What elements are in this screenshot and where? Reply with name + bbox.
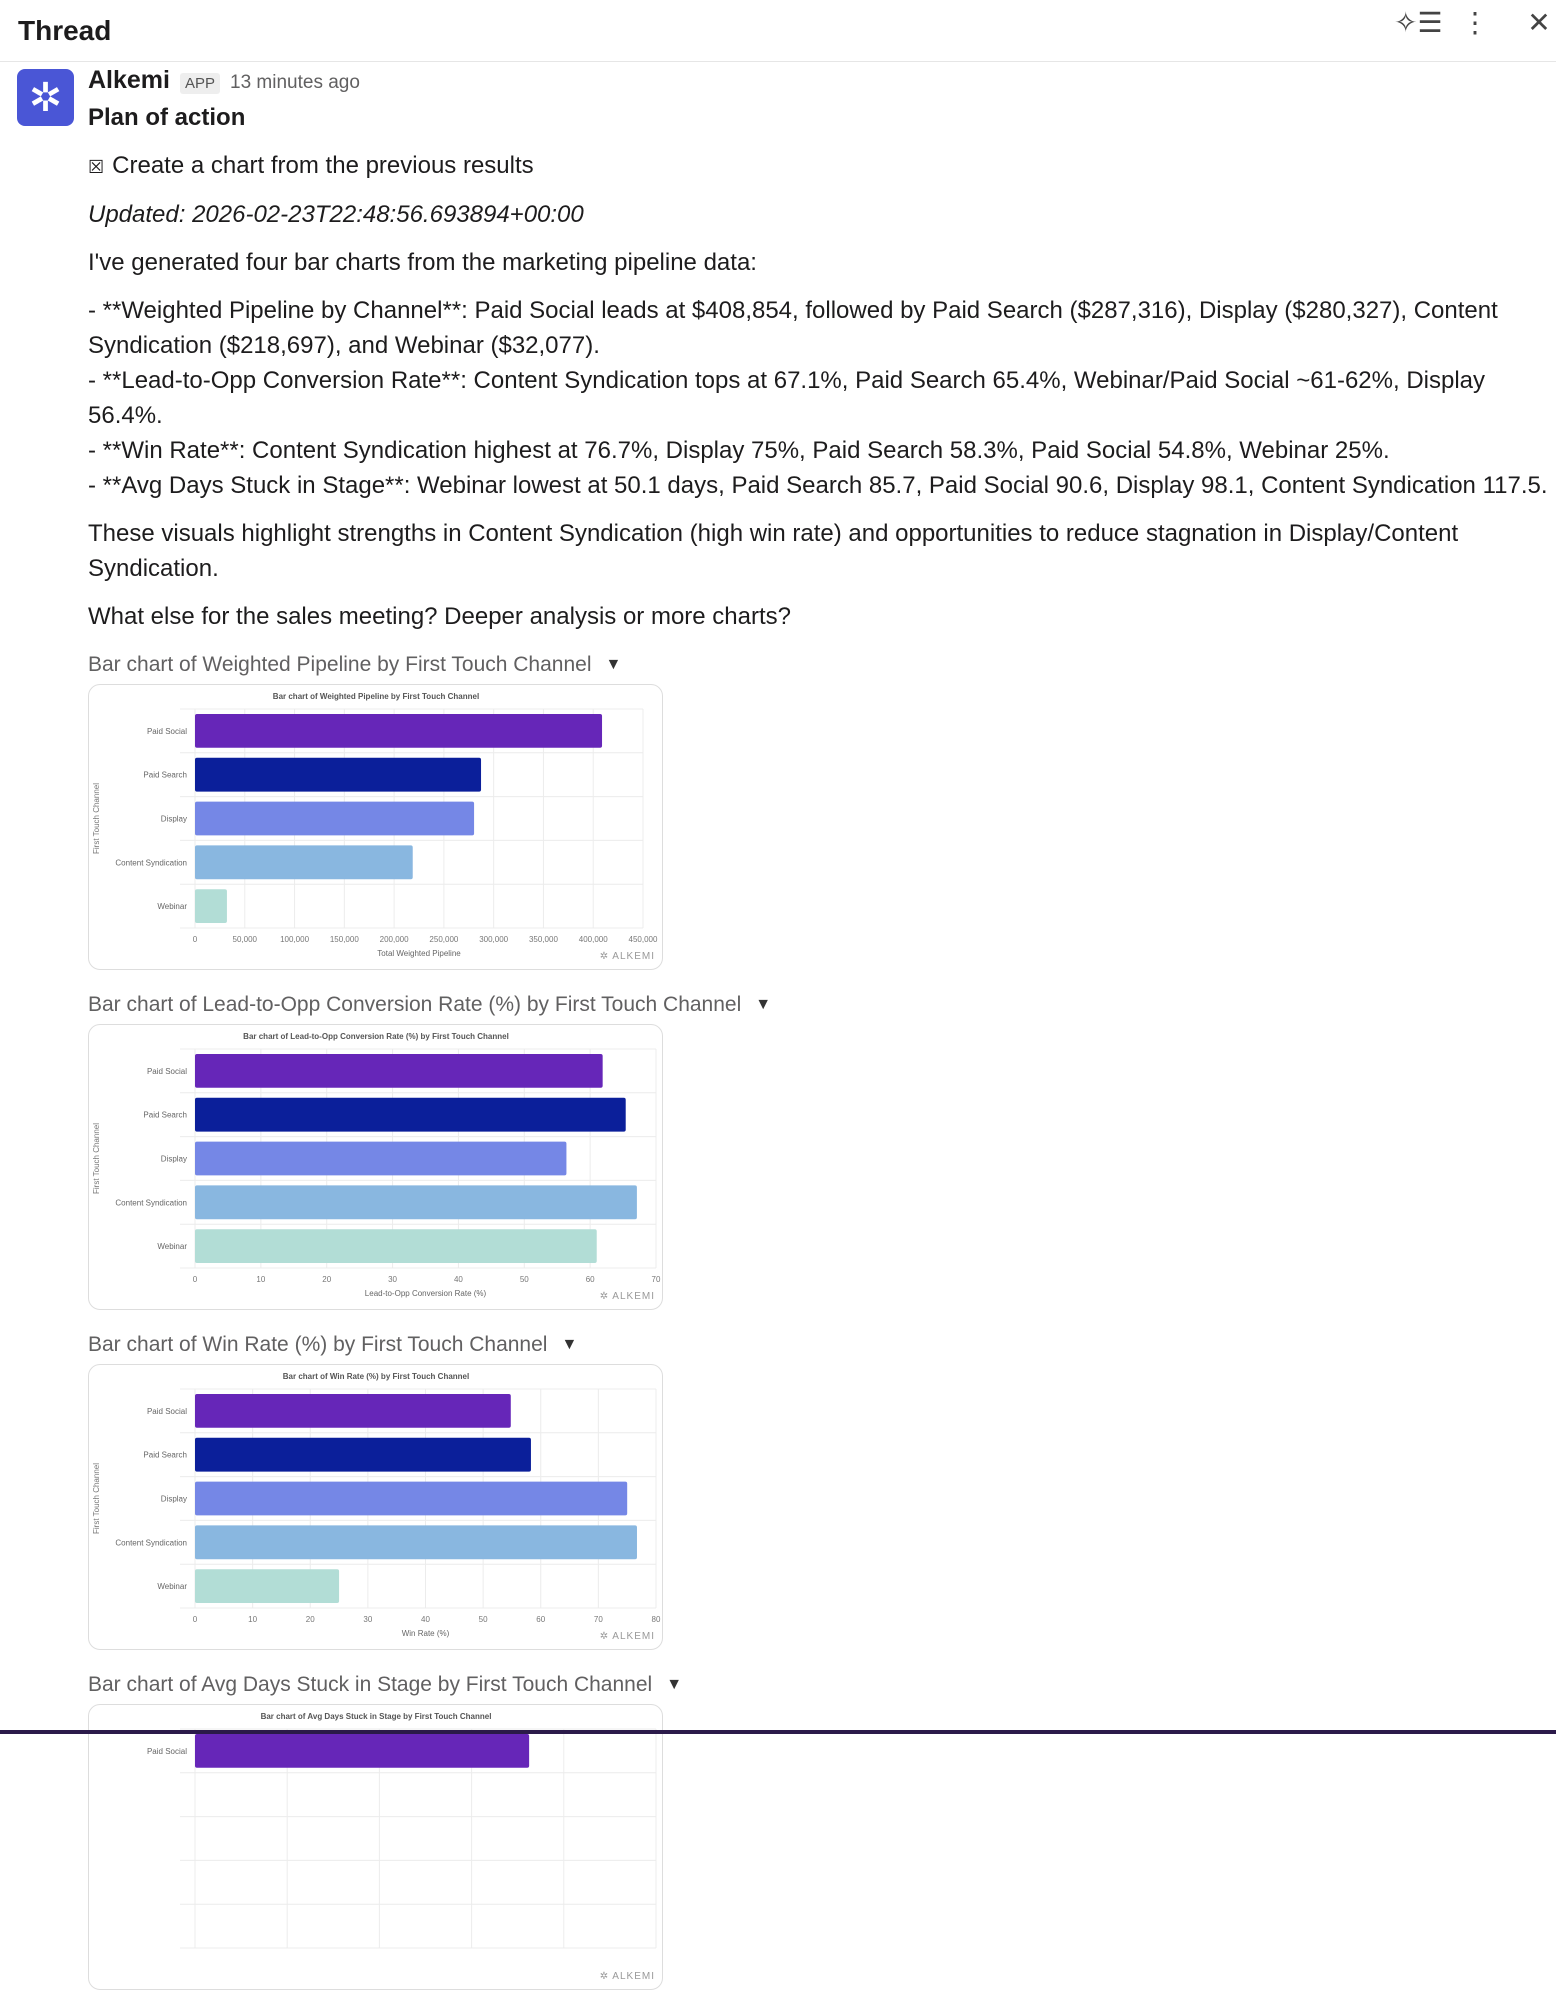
x-tick-label: 10 <box>248 1615 258 1624</box>
bar-chart <box>89 1365 663 1650</box>
caret-down-icon[interactable]: ▼ <box>605 656 622 673</box>
bar <box>195 1525 637 1559</box>
x-tick-label: 350,000 <box>528 935 558 944</box>
y-axis-label: First Touch Channel <box>92 1463 101 1534</box>
chart-card[interactable] <box>88 684 663 970</box>
x-axis-label: Win Rate (%) <box>401 1629 450 1638</box>
x-tick-label: 30 <box>388 1275 398 1284</box>
author-name[interactable]: Alkemi <box>88 66 170 94</box>
chart-title: Bar chart of Lead-to-Opp Conversion Rate (%) by First Touch Channel <box>243 1032 509 1041</box>
alkemi-watermark: ✲ ALKEMI <box>599 1291 655 1302</box>
y-axis-label: First Touch Channel <box>92 783 101 854</box>
x-axis-label: Total Weighted Pipeline <box>377 949 461 958</box>
x-tick-label: 60 <box>585 1275 595 1284</box>
bullet: - **Weighted Pipeline by Channel**: Paid Social leads at $408,854, followed by Paid Search ($287,316), Display ($280,327), Content Syndication ($218,697), and Webinar ($32,077). <box>88 297 1498 359</box>
composer-edge <box>0 1730 1556 1734</box>
bar-chart <box>89 1025 663 1310</box>
bar <box>195 1054 603 1088</box>
caret-down-icon[interactable]: ▼ <box>561 1336 578 1353</box>
bar <box>195 1734 529 1768</box>
chart-caption-toggle[interactable] <box>88 650 1548 680</box>
checkbox-icon: ☒ <box>88 157 105 177</box>
y-tick-label: Display <box>160 1154 187 1164</box>
chart-title: Bar chart of Avg Days Stuck in Stage by First Touch Channel <box>260 1712 492 1721</box>
x-tick-label: 70 <box>593 1615 603 1624</box>
updated-text: Updated: 2026-02-23T22:48:56.693894+00:00 <box>88 201 584 228</box>
chart-card[interactable] <box>88 1704 663 1990</box>
x-tick-label: 60 <box>536 1615 546 1624</box>
summary-text: These visuals highlight strengths in Content Syndication (high win rate) and opportunities to reduce stagnation in Display/Content Syndication. <box>88 520 1459 582</box>
y-tick-label: Paid Social <box>146 1746 187 1756</box>
app-badge: APP <box>180 73 220 94</box>
x-tick-label: 150,000 <box>329 935 359 944</box>
x-tick-label: 300,000 <box>479 935 509 944</box>
bar <box>195 758 481 792</box>
chart-caption: Bar chart of Win Rate (%) by First Touch Channel <box>88 1333 548 1356</box>
bar <box>195 845 413 879</box>
bar <box>195 1185 637 1219</box>
thread-title: Thread <box>18 14 112 46</box>
y-tick-label: Paid Search <box>143 1450 187 1460</box>
y-tick-label: Paid Search <box>143 1110 187 1120</box>
x-tick-label: 0 <box>192 1275 198 1284</box>
alkemi-watermark: ✲ ALKEMI <box>599 951 655 962</box>
bar <box>195 802 474 836</box>
y-axis-label: First Touch Channel <box>92 1123 101 1194</box>
bullet: - **Lead-to-Opp Conversion Rate**: Content Syndication tops at 67.1%, Paid Search 65.4%, Webinar/Paid Social ~61-62%, Display 56.4%. <box>88 367 1486 429</box>
bullet: - **Win Rate**: Content Syndication highest at 76.7%, Display 75%, Paid Search 58.3%, Paid Social 54.8%, Webinar 25%. <box>88 437 1390 464</box>
x-tick-label: 0 <box>192 1615 198 1624</box>
task-item <box>88 148 1548 185</box>
bar-chart <box>89 685 663 970</box>
x-tick-label: 10 <box>256 1275 266 1284</box>
x-tick-label: 100,000 <box>280 935 310 944</box>
x-tick-label: 400,000 <box>578 935 608 944</box>
bar <box>195 1482 627 1516</box>
bar <box>195 1229 597 1263</box>
y-tick-label: Display <box>160 814 187 824</box>
x-axis-label: Lead-to-Opp Conversion Rate (%) <box>364 1289 487 1298</box>
x-tick-label: 50,000 <box>232 935 258 944</box>
y-tick-label: Paid Social <box>146 1066 187 1076</box>
x-tick-label: 50 <box>519 1275 529 1284</box>
bar <box>195 1438 531 1472</box>
y-tick-label: Paid Social <box>146 1406 187 1416</box>
x-tick-label: 80 <box>651 1615 661 1624</box>
x-tick-label: 40 <box>421 1615 430 1624</box>
chart-caption: Bar chart of Weighted Pipeline by First Touch Channel <box>88 653 592 676</box>
y-tick-label: Webinar <box>157 1242 187 1252</box>
y-tick-label: Content Syndication <box>115 858 187 868</box>
message-title: Plan of action <box>88 104 246 131</box>
caret-down-icon[interactable]: ▼ <box>666 1676 683 1693</box>
close-icon[interactable]: ✕ <box>1527 7 1551 38</box>
chart-card[interactable] <box>88 1364 663 1650</box>
timestamp[interactable]: 13 minutes ago <box>230 72 360 93</box>
bar-chart <box>89 1705 663 1990</box>
y-tick-label: Paid Social <box>146 726 187 736</box>
x-tick-label: 50 <box>478 1615 488 1624</box>
bar <box>195 889 227 923</box>
chart-caption-toggle[interactable] <box>88 1670 1548 1700</box>
bar <box>195 1569 339 1603</box>
task-text: Create a chart from the previous results <box>112 152 534 179</box>
y-tick-label: Content Syndication <box>115 1198 187 1208</box>
chart-caption: Bar chart of Lead-to-Opp Conversion Rate (%) by First Touch Channel <box>88 993 742 1016</box>
x-tick-label: 30 <box>363 1615 373 1624</box>
x-tick-label: 450,000 <box>628 935 658 944</box>
sparkle-list-icon[interactable]: ✧☰ <box>1394 7 1443 38</box>
x-tick-label: 20 <box>305 1615 315 1624</box>
x-tick-label: 40 <box>453 1275 463 1284</box>
chart-caption-toggle[interactable] <box>88 990 1548 1020</box>
question-text: What else for the sales meeting? Deeper analysis or more charts? <box>88 603 791 630</box>
bar <box>195 1098 626 1132</box>
x-tick-label: 250,000 <box>429 935 459 944</box>
bar <box>195 714 602 748</box>
chart-caption-toggle[interactable] <box>88 1330 1548 1360</box>
chart-title: Bar chart of Weighted Pipeline by First Touch Channel <box>272 692 480 701</box>
thread-header <box>0 0 1556 62</box>
y-tick-label: Paid Search <box>143 770 187 780</box>
alkemi-watermark: ✲ ALKEMI <box>599 1631 655 1642</box>
x-tick-label: 20 <box>322 1275 332 1284</box>
chart-card[interactable] <box>88 1024 663 1310</box>
y-tick-label: Display <box>160 1494 187 1504</box>
caret-down-icon[interactable]: ▼ <box>755 996 772 1013</box>
intro-text: I've generated four bar charts from the marketing pipeline data: <box>88 249 757 276</box>
message <box>88 66 1548 1990</box>
y-tick-label: Content Syndication <box>115 1538 187 1548</box>
y-tick-label: Webinar <box>157 902 187 912</box>
chart-caption: Bar chart of Avg Days Stuck in Stage by First Touch Channel <box>88 1673 653 1696</box>
x-tick-label: 70 <box>651 1275 661 1284</box>
more-vertical-icon[interactable]: ⋮ <box>1461 7 1489 38</box>
y-tick-label: Webinar <box>157 1582 187 1592</box>
x-tick-label: 200,000 <box>379 935 409 944</box>
bullet: - **Avg Days Stuck in Stage**: Webinar lowest at 50.1 days, Paid Search 85.7, Paid Social 90.6, Display 98.1, Content Syndication 117.5. <box>88 472 1548 499</box>
x-tick-label: 0 <box>192 935 198 944</box>
bar <box>195 1394 511 1428</box>
alkemi-watermark: ✲ ALKEMI <box>599 1971 655 1982</box>
chart-title: Bar chart of Win Rate (%) by First Touch Channel <box>282 1372 470 1381</box>
bar <box>195 1142 566 1176</box>
avatar[interactable]: ✲ <box>17 69 74 126</box>
